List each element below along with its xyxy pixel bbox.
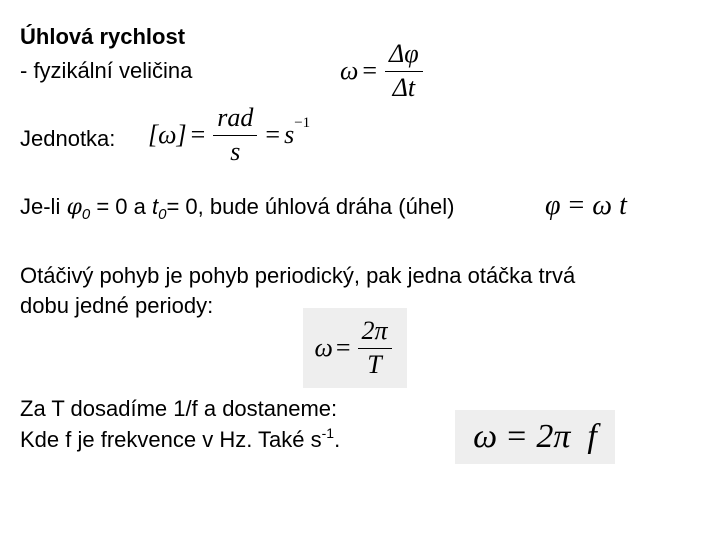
formula-frequency-eq: =	[507, 418, 527, 455]
formula-frequency-lhs: ω	[473, 418, 498, 455]
formula-angle-eq: =	[568, 190, 585, 221]
formula-period-denominator: T	[367, 349, 382, 379]
substitute-line-2	[20, 425, 340, 457]
formula-unit-lhs: [ω]	[148, 120, 187, 150]
substitute-exponent: -1	[321, 425, 335, 441]
t-subscript: 0	[158, 206, 167, 223]
subtitle: - fyzikální veličina	[20, 58, 193, 83]
angle-path-text	[20, 192, 455, 224]
formula-unit-base: s	[284, 120, 295, 150]
formula-unit-eq2: =	[265, 120, 281, 150]
substitute-line-1: Za T dosadíme 1/f a dostaneme:	[20, 396, 338, 421]
phi-subscript: 0	[81, 206, 91, 223]
substitute-line-2-suffix: .	[334, 427, 341, 452]
formula-unit	[148, 104, 310, 166]
formula-omega-lhs: ω	[340, 56, 359, 86]
t-symbol: t	[151, 194, 159, 219]
formula-omega-frequency	[455, 410, 615, 464]
formula-frequency-rhs: 2π f	[536, 418, 597, 455]
formula-period-lhs: ω	[314, 333, 333, 362]
formula-omega-eq: =	[362, 56, 378, 86]
formula-unit-eq1: =	[190, 120, 206, 150]
formula-omega-definition	[340, 40, 427, 102]
formula-angle-rhs: ω t	[592, 190, 627, 221]
formula-omega-numerator: Δφ	[385, 40, 423, 72]
formula-period-eq: =	[335, 333, 351, 362]
periodic-line-1: Otáčivý pohyb je pohyb periodický, pak jedna otáčka trvá	[20, 263, 576, 288]
formula-omega-denominator: Δt	[392, 72, 416, 102]
phi-symbol: φ	[66, 195, 82, 220]
formula-unit-numerator: rad	[213, 104, 257, 136]
periodic-line-2: dobu jedné periody:	[20, 293, 214, 318]
unit-label: Jednotka:	[20, 126, 116, 151]
page-title: Úhlová rychlost	[20, 24, 186, 49]
formula-angle	[545, 190, 627, 222]
angle-path-prefix: Je-li	[20, 194, 67, 219]
angle-path-mid2: = 0, bude úhlová dráha (úhel)	[166, 194, 455, 219]
substitute-line-2-prefix: Kde f je frekvence v Hz. Také s	[20, 427, 322, 452]
formula-unit-denominator: s	[230, 136, 241, 166]
formula-period-numerator: 2π	[358, 317, 392, 349]
formula-omega-period	[303, 308, 407, 388]
formula-angle-lhs: φ	[545, 190, 561, 221]
formula-unit-exponent: −1	[294, 114, 311, 131]
angle-path-mid1: = 0 a	[90, 194, 152, 219]
